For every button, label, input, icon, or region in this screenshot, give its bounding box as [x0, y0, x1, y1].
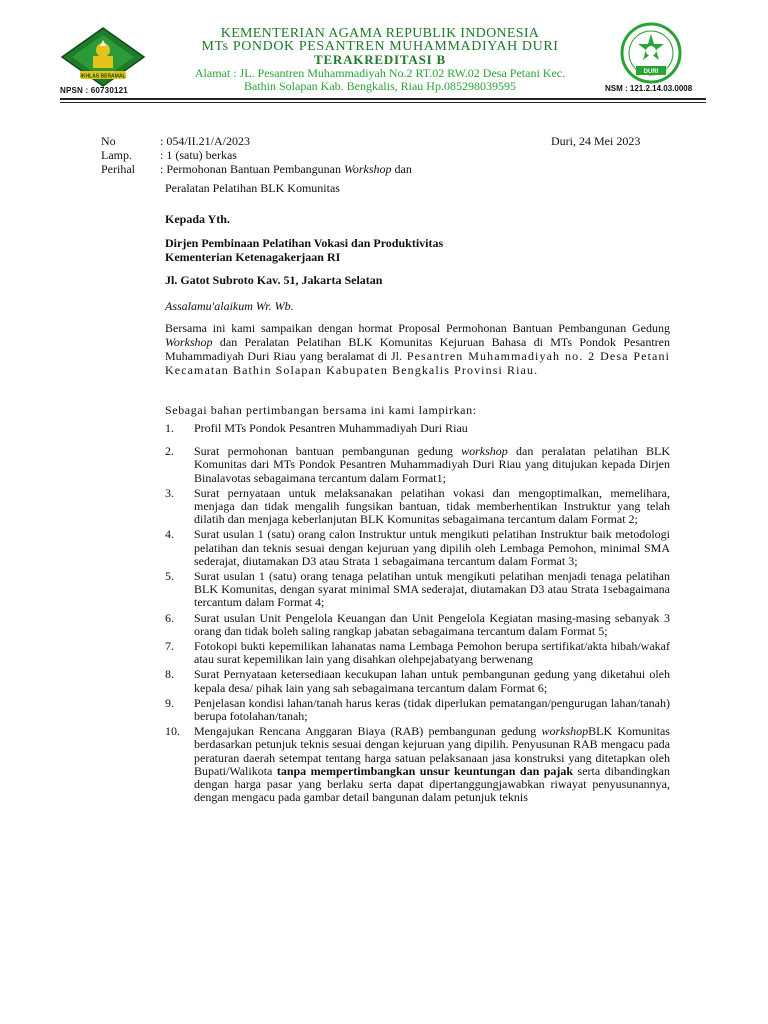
- muhammadiyah-logo-icon: [612, 22, 690, 88]
- no-label: No: [101, 134, 116, 148]
- list-item: 10. Mengajukan Rencana Anggaran Biaya (RAB) pembangunan gedung workshopBLK Komunitas berdasarkan petunjuk teknis sesuai dengan kejuruan yang dipilih. Penyusunan RAB mengacu pada peraturan daerah setempat tentang harga satuan pelaksanaan jasa konstruksi yang ditetapkan oleh Bupati/Walikota tanpa mempertimbangkan unsur keuntungan dan pajak serta dibandingkan dengan harga pasar yang berlaku serta dapat dipertanggungjawabkan riwayat penyusunannya, dengan mengacu pada gambar detail bangunan dalam petunjuk teknis: [165, 724, 670, 805]
- recipient-line-2: Kementerian Ketenagakerjaan RI: [165, 250, 341, 264]
- list-item: 1. Profil MTs Pondok Pesantren Muhammadiyah Duri Riau: [165, 421, 468, 435]
- accreditation-status: TERAKREDITASI B: [313, 52, 447, 67]
- list-item: 2. Surat permohonan bantuan pembangunan gedung workshop dan peralatan pelatihan BLK Komunitas dari MTs Pondok Pesantren Muhammadiyah Duri Riau yang ditujukan kepada Dirjen Binalavotas sebagaimana tercantum dalam Format1;: [165, 444, 670, 485]
- letter-date: Duri, 24 Mei 2023: [551, 134, 641, 148]
- kemenag-logo-icon: [58, 26, 148, 88]
- logo-motto: IKHLAS BERAMAL: [80, 73, 126, 80]
- lamp-label: Lamp.: [101, 148, 132, 162]
- school-name: MTs PONDOK PESANTREN MUHAMMADIYAH DURI: [201, 39, 559, 54]
- perihal-value: : Permohonan Bantuan Pembangunan Workshop dan: [160, 162, 412, 176]
- header-divider-thin: [60, 102, 706, 103]
- nsm-number: NSM : 121.2.14.03.0008: [605, 84, 693, 93]
- lamp-value: : 1 (satu) berkas: [160, 148, 237, 162]
- perihal-line-2: Peralatan Pelatihan BLK Komunitas: [165, 181, 340, 195]
- school-address-line-1: Alamat : JL. Pesantren Muhammadiyah No.2 RT.02 RW.02 Desa Petani Kec.: [194, 66, 566, 80]
- attachment-list: [165, 422, 670, 804]
- attachments-intro: Sebagai bahan pertimbangan bersama ini kami lampirkan:: [165, 403, 477, 417]
- perihal-label: Perihal: [101, 162, 135, 176]
- no-value: : 054/II.21/A/2023: [160, 134, 250, 148]
- recipient-salutation: Kepada Yth.: [165, 212, 230, 226]
- intro-paragraph: Bersama ini kami sampaikan dengan hormat Proposal Permohonan Bantuan Pembangunan Gedung Workshop dan Peralatan Pelatihan BLK Komunitas Kejuruan Bahasa di MTs Pondok Pesantren Muhammadiyah Duri Riau yang beralamat di Jl. Pesantren Muhammadiyah no. 2 Desa Petani Kecamatan Bathin Solapan Kabupaten Bengkalis Provinsi Riau.: [165, 321, 671, 377]
- list-item: 4. Surat usulan 1 (satu) orang calon Instruktur untuk mengikuti pelatihan Instruktur baik metodologi pelatihan dan teknis sesuai dengan kejuruan yang dipilih oleh Lembaga Pemohon, minimal SMA sederajat, diutamakan D3 atau Strata 1 sebagaimana tercantum dalam Format 3;: [165, 527, 670, 568]
- list-item: 6. Surat usulan Unit Pengelola Keuangan dan Unit Pengelola Kegiatan masing-masing sebanyak 3 orang dan tidak boleh saling rangkap jabatan sebagaimana tercantum dalam Format 5;: [165, 610, 670, 638]
- school-address-line-2: Bathin Solapan Kab. Bengkalis, Riau Hp.085298039595: [244, 79, 516, 93]
- list-item: 8. Surat Pernyataan ketersediaan kecukupan lahan untuk pembangunan gedung yang diketahui oleh kepala desa/ pihak lain yang sah sebagaimana tercantum dalam Format 6;: [165, 667, 670, 695]
- npsn-number: NPSN : 60730121: [60, 86, 128, 95]
- header-divider-thick: [60, 98, 706, 100]
- list-item: 3. Surat pernyataan untuk melaksanakan pelatihan vokasi dan mengoptimalkan, memelihara, menjaga dan tidak mengalih fungsikan bantuan, tidak memberhentikan Instruktur yang telah dilatih dan menjaga keberlanjutan BLK Komunitas sebagaimana tercantum dalam Format 2;: [165, 485, 670, 527]
- logo-place: DURI: [643, 69, 659, 75]
- list-item: 7. Fotokopi bukti kepemilikan lahanatas nama Lembaga Pemohon berupa sertifikat/akta hibah/wakaf atau surat kepemilikan lain yang disahkan olehpejabatyang berwenang: [165, 639, 670, 667]
- list-item: 9. Penjelasan kondisi lahan/tanah harus keras (tidak diperlukan pematangan/pengurugan lahan/tanah) berupa fotolahan/tanah;: [165, 695, 670, 724]
- list-item: 5. Surat usulan 1 (satu) orang tenaga pelatihan untuk mengikuti pelatihan menjadi tenaga pelatihan BLK Komunitas, dengan syarat minimal SMA sederajat, diutamakan D3 atau Strata 1sebagaimana tercantum dalam Format 4;: [165, 569, 670, 610]
- ministry-title: KEMENTERIAN AGAMA REPUBLIK INDONESIA: [220, 26, 540, 41]
- recipient-address: Jl. Gatot Subroto Kav. 51, Jakarta Selatan: [165, 273, 383, 287]
- recipient-line-1: Dirjen Pembinaan Pelatihan Vokasi dan Produktivitas: [165, 236, 444, 250]
- greeting: Assalamu'alaikum Wr. Wb.: [165, 299, 294, 313]
